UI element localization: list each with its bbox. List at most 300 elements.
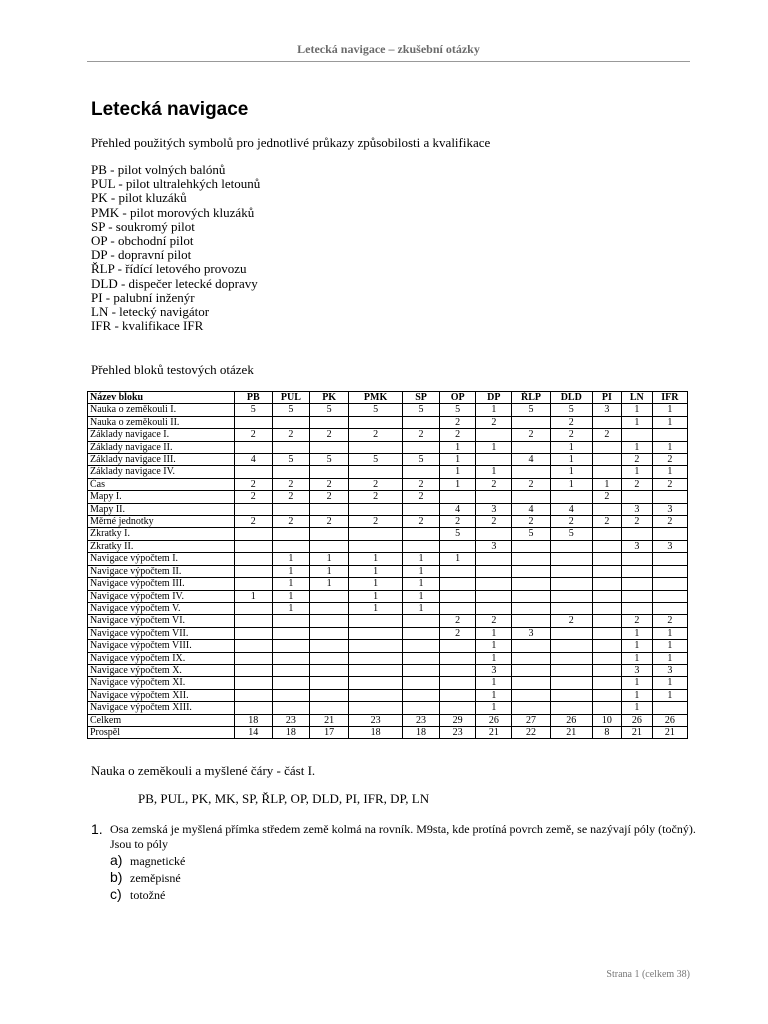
question-1 (91, 822, 711, 852)
count-cell: 1 (550, 454, 592, 466)
table-row (88, 664, 688, 676)
count-cell: 4 (234, 454, 272, 466)
count-cell (440, 689, 476, 701)
count-cell: 1 (621, 677, 652, 689)
count-cell (592, 578, 621, 590)
count-cell: 1 (310, 553, 349, 565)
count-cell (440, 590, 476, 602)
count-cell: 1 (272, 578, 309, 590)
table-row (88, 540, 688, 552)
count-cell (272, 640, 309, 652)
count-cell: 1 (349, 590, 403, 602)
count-cell (621, 491, 652, 503)
block-name-cell: Prospěl (88, 726, 235, 738)
count-cell (592, 590, 621, 602)
count-cell (349, 466, 403, 478)
count-cell: 2 (652, 516, 687, 528)
count-cell (310, 664, 349, 676)
count-cell (310, 677, 349, 689)
count-cell (512, 652, 550, 664)
block-name-cell: Celkem (88, 714, 235, 726)
count-cell: 4 (512, 503, 550, 515)
count-cell (234, 540, 272, 552)
question-number: 1. (91, 821, 103, 837)
count-cell (402, 652, 439, 664)
count-cell (512, 640, 550, 652)
count-cell: 2 (272, 491, 309, 503)
count-cell (234, 441, 272, 453)
count-cell (592, 689, 621, 701)
count-cell (234, 503, 272, 515)
count-cell (402, 528, 439, 540)
count-cell (652, 702, 687, 714)
count-cell (349, 540, 403, 552)
count-cell: 1 (621, 416, 652, 428)
count-cell (234, 677, 272, 689)
count-cell (476, 590, 512, 602)
count-cell: 2 (512, 429, 550, 441)
count-cell (592, 553, 621, 565)
count-cell (234, 689, 272, 701)
count-cell (652, 429, 687, 441)
count-cell: 2 (440, 627, 476, 639)
block-name-cell: Nauka o zeměkouli I. (88, 404, 235, 416)
count-cell: 2 (272, 516, 309, 528)
count-cell (476, 553, 512, 565)
table-row (88, 627, 688, 639)
count-cell (310, 689, 349, 701)
column-header: PK (310, 392, 349, 404)
count-cell: 1 (550, 441, 592, 453)
count-cell: 2 (440, 615, 476, 627)
count-cell: 23 (402, 714, 439, 726)
count-cell: 2 (349, 516, 403, 528)
table-row (88, 652, 688, 664)
table-row (88, 553, 688, 565)
count-cell: 23 (440, 726, 476, 738)
count-cell (592, 466, 621, 478)
count-cell: 2 (310, 491, 349, 503)
count-cell (402, 677, 439, 689)
count-cell (476, 429, 512, 441)
column-header: ŘLP (512, 392, 550, 404)
count-cell: 1 (476, 640, 512, 652)
count-cell: 5 (272, 454, 309, 466)
count-cell: 1 (550, 466, 592, 478)
block-name-cell: Navigace výpočtem VII. (88, 627, 235, 639)
count-cell: 2 (402, 516, 439, 528)
column-header: DP (476, 392, 512, 404)
count-cell: 2 (621, 516, 652, 528)
table-row (88, 590, 688, 602)
count-cell (512, 441, 550, 453)
count-cell: 2 (550, 615, 592, 627)
count-cell (652, 565, 687, 577)
count-cell: 1 (272, 553, 309, 565)
symbol-item: DLD - dispečer letecké dopravy (91, 275, 258, 291)
count-cell: 1 (652, 640, 687, 652)
count-cell (592, 677, 621, 689)
count-cell: 2 (234, 478, 272, 490)
count-cell (272, 664, 309, 676)
count-cell: 1 (476, 404, 512, 416)
count-cell: 2 (349, 429, 403, 441)
symbol-item: LN - letecký navigátor (91, 304, 210, 320)
count-cell (349, 627, 403, 639)
symbols-list (91, 163, 260, 333)
count-cell (512, 491, 550, 503)
count-cell (402, 416, 439, 428)
count-cell: 1 (652, 652, 687, 664)
count-cell (550, 553, 592, 565)
count-cell (234, 602, 272, 614)
table-body (88, 404, 688, 739)
count-cell (440, 565, 476, 577)
count-cell: 3 (652, 540, 687, 552)
block-name-cell: Navigace výpočtem XII. (88, 689, 235, 701)
count-cell (652, 491, 687, 503)
column-header: PB (234, 392, 272, 404)
count-cell: 1 (652, 689, 687, 701)
count-cell: 4 (550, 503, 592, 515)
count-cell: 5 (550, 404, 592, 416)
count-cell (402, 466, 439, 478)
count-cell (402, 689, 439, 701)
symbol-item: PMK - pilot morových kluzáků (91, 204, 255, 220)
count-cell (652, 553, 687, 565)
count-cell: 2 (592, 429, 621, 441)
count-cell: 1 (440, 454, 476, 466)
count-cell (550, 627, 592, 639)
count-cell: 26 (550, 714, 592, 726)
count-cell: 5 (349, 404, 403, 416)
count-cell: 2 (349, 491, 403, 503)
count-cell (476, 565, 512, 577)
column-header: OP (440, 392, 476, 404)
table-row (88, 503, 688, 515)
count-cell: 5 (550, 528, 592, 540)
count-cell (310, 441, 349, 453)
answer-text: totožné (130, 888, 166, 902)
count-cell (512, 540, 550, 552)
count-cell: 2 (476, 516, 512, 528)
count-cell: 23 (349, 714, 403, 726)
count-cell: 3 (621, 503, 652, 515)
count-cell (272, 441, 309, 453)
count-cell: 1 (550, 478, 592, 490)
count-cell (476, 454, 512, 466)
count-cell: 1 (272, 590, 309, 602)
count-cell: 2 (310, 516, 349, 528)
count-cell: 4 (512, 454, 550, 466)
count-cell: 21 (310, 714, 349, 726)
block-name-cell: Základy navigace I. (88, 429, 235, 441)
count-cell (476, 491, 512, 503)
count-cell: 1 (652, 416, 687, 428)
count-cell: 1 (592, 478, 621, 490)
column-header: PMK (349, 392, 403, 404)
block-name-cell: Základy navigace IV. (88, 466, 235, 478)
section-title: Nauka o zeměkouli a myšlené čáry - část I. (91, 763, 316, 778)
count-cell: 5 (310, 454, 349, 466)
symbol-item: PUL - pilot ultralehkých letounů (91, 176, 261, 192)
count-cell: 1 (402, 590, 439, 602)
answer-letter: c) (110, 886, 122, 902)
symbol-item: PK - pilot kluzáků (91, 190, 187, 206)
count-cell (349, 441, 403, 453)
answer-letter: b) (110, 869, 123, 885)
table-row (88, 404, 688, 416)
count-cell (310, 702, 349, 714)
count-cell: 2 (592, 516, 621, 528)
count-cell: 2 (310, 429, 349, 441)
count-cell: 5 (272, 404, 309, 416)
count-cell (272, 466, 309, 478)
answer-option (110, 886, 185, 903)
count-cell: 2 (402, 429, 439, 441)
table-row (88, 578, 688, 590)
count-cell: 2 (652, 478, 687, 490)
count-cell: 1 (402, 602, 439, 614)
count-cell (592, 664, 621, 676)
count-cell (440, 664, 476, 676)
count-cell: 1 (652, 677, 687, 689)
count-cell: 21 (652, 726, 687, 738)
count-cell: 1 (440, 478, 476, 490)
count-cell: 2 (550, 516, 592, 528)
count-cell (349, 677, 403, 689)
count-cell (272, 416, 309, 428)
table-row (88, 478, 688, 490)
count-cell (512, 702, 550, 714)
count-cell: 17 (310, 726, 349, 738)
count-cell: 2 (512, 516, 550, 528)
block-name-cell: Navigace výpočtem XIII. (88, 702, 235, 714)
symbols-intro: Přehled použitých symbolů pro jednotlivé průkazy způsobilosti a kvalifikace (91, 135, 491, 150)
count-cell: 2 (440, 416, 476, 428)
table-header-row (88, 392, 688, 404)
count-cell: 26 (621, 714, 652, 726)
block-name-cell: Měrné jednotky (88, 516, 235, 528)
count-cell: 1 (621, 652, 652, 664)
count-cell (652, 578, 687, 590)
count-cell: 5 (512, 528, 550, 540)
count-cell: 1 (621, 640, 652, 652)
count-cell (349, 503, 403, 515)
count-cell: 2 (402, 478, 439, 490)
count-cell: 2 (234, 429, 272, 441)
count-cell (512, 590, 550, 602)
symbol-item: OP - obchodní pilot (91, 233, 194, 249)
block-name-cell: Čas (88, 478, 235, 490)
count-cell: 2 (476, 416, 512, 428)
count-cell: 2 (512, 478, 550, 490)
count-cell (592, 615, 621, 627)
table-row (88, 615, 688, 627)
count-cell (310, 416, 349, 428)
count-cell: 8 (592, 726, 621, 738)
block-name-cell: Navigace výpočtem IV. (88, 590, 235, 602)
answer-option (110, 869, 185, 886)
header-divider (87, 61, 690, 62)
count-cell: 3 (621, 540, 652, 552)
count-cell (550, 565, 592, 577)
count-cell (592, 528, 621, 540)
count-cell (349, 416, 403, 428)
count-cell: 1 (440, 553, 476, 565)
count-cell: 1 (349, 565, 403, 577)
table-row (88, 429, 688, 441)
symbol-item: PB - pilot volných balónů (91, 162, 226, 177)
count-cell (349, 652, 403, 664)
block-name-cell: Navigace výpočtem II. (88, 565, 235, 577)
count-cell (512, 416, 550, 428)
count-cell (310, 528, 349, 540)
count-cell (310, 590, 349, 602)
count-cell: 18 (234, 714, 272, 726)
count-cell: 2 (476, 615, 512, 627)
table-row (88, 702, 688, 714)
count-cell (234, 640, 272, 652)
count-cell: 1 (476, 677, 512, 689)
block-name-cell: Navigace výpočtem I. (88, 553, 235, 565)
count-cell (402, 640, 439, 652)
table-row (88, 528, 688, 540)
count-cell (592, 652, 621, 664)
count-cell: 1 (272, 565, 309, 577)
count-cell: 2 (652, 454, 687, 466)
count-cell (349, 702, 403, 714)
count-cell: 21 (621, 726, 652, 738)
count-cell (512, 578, 550, 590)
count-cell: 2 (272, 429, 309, 441)
block-name-cell: Navigace výpočtem IX. (88, 652, 235, 664)
block-name-cell: Zkratky II. (88, 540, 235, 552)
blocks-table (87, 391, 688, 739)
answer-option (110, 852, 185, 869)
page-footer: Strana 1 (celkem 38) (606, 969, 690, 980)
count-cell (310, 652, 349, 664)
table-row (88, 726, 688, 738)
count-cell: 1 (476, 466, 512, 478)
count-cell (476, 578, 512, 590)
count-cell: 3 (476, 503, 512, 515)
count-cell (476, 602, 512, 614)
count-cell: 1 (440, 466, 476, 478)
count-cell (512, 466, 550, 478)
count-cell (592, 454, 621, 466)
table-row (88, 466, 688, 478)
count-cell (550, 578, 592, 590)
count-cell: 21 (550, 726, 592, 738)
count-cell: 18 (402, 726, 439, 738)
count-cell (550, 652, 592, 664)
count-cell: 1 (476, 702, 512, 714)
count-cell (440, 677, 476, 689)
count-cell (550, 664, 592, 676)
count-cell: 2 (234, 491, 272, 503)
count-cell (402, 441, 439, 453)
count-cell: 5 (234, 404, 272, 416)
count-cell (550, 689, 592, 701)
count-cell (349, 615, 403, 627)
count-cell: 3 (652, 503, 687, 515)
count-cell (512, 565, 550, 577)
page-title: Letecká navigace (91, 99, 249, 120)
count-cell (621, 590, 652, 602)
count-cell: 1 (652, 441, 687, 453)
symbol-item: SP - soukromý pilot (91, 218, 195, 234)
count-cell: 2 (310, 478, 349, 490)
count-cell: 2 (402, 491, 439, 503)
column-header: DLD (550, 392, 592, 404)
count-cell (440, 702, 476, 714)
count-cell (310, 640, 349, 652)
count-cell: 1 (621, 404, 652, 416)
count-cell: 3 (621, 664, 652, 676)
count-cell (512, 664, 550, 676)
count-cell: 18 (272, 726, 309, 738)
count-cell: 1 (621, 689, 652, 701)
count-cell: 2 (621, 454, 652, 466)
count-cell: 4 (440, 503, 476, 515)
count-cell (234, 553, 272, 565)
count-cell: 2 (440, 516, 476, 528)
column-header: LN (621, 392, 652, 404)
count-cell (310, 466, 349, 478)
count-cell (592, 602, 621, 614)
count-cell (592, 503, 621, 515)
count-cell: 23 (272, 714, 309, 726)
count-cell: 1 (272, 602, 309, 614)
answer-text: zeměpisné (130, 871, 181, 885)
block-name-cell: Navigace výpočtem XI. (88, 677, 235, 689)
count-cell (512, 602, 550, 614)
count-cell: 18 (349, 726, 403, 738)
count-cell (512, 677, 550, 689)
count-cell: 2 (621, 615, 652, 627)
table-row (88, 416, 688, 428)
count-cell (402, 627, 439, 639)
count-cell (234, 466, 272, 478)
count-cell (512, 689, 550, 701)
count-cell (272, 702, 309, 714)
count-cell: 2 (440, 429, 476, 441)
count-cell: 1 (621, 627, 652, 639)
count-cell (550, 677, 592, 689)
count-cell: 1 (652, 404, 687, 416)
count-cell: 1 (310, 578, 349, 590)
table-row (88, 677, 688, 689)
count-cell (272, 540, 309, 552)
count-cell (621, 429, 652, 441)
count-cell (234, 528, 272, 540)
count-cell (402, 503, 439, 515)
count-cell: 1 (621, 441, 652, 453)
count-cell: 1 (402, 553, 439, 565)
blocks-heading: Přehled bloků testových otázek (91, 362, 254, 377)
count-cell: 2 (621, 478, 652, 490)
block-name-cell: Nauka o zeměkouli II. (88, 416, 235, 428)
count-cell (592, 441, 621, 453)
count-cell (550, 590, 592, 602)
count-cell: 5 (512, 404, 550, 416)
block-name-cell: Zkratky I. (88, 528, 235, 540)
count-cell (592, 540, 621, 552)
table-row (88, 640, 688, 652)
count-cell (550, 491, 592, 503)
block-name-cell: Navigace výpočtem X. (88, 664, 235, 676)
